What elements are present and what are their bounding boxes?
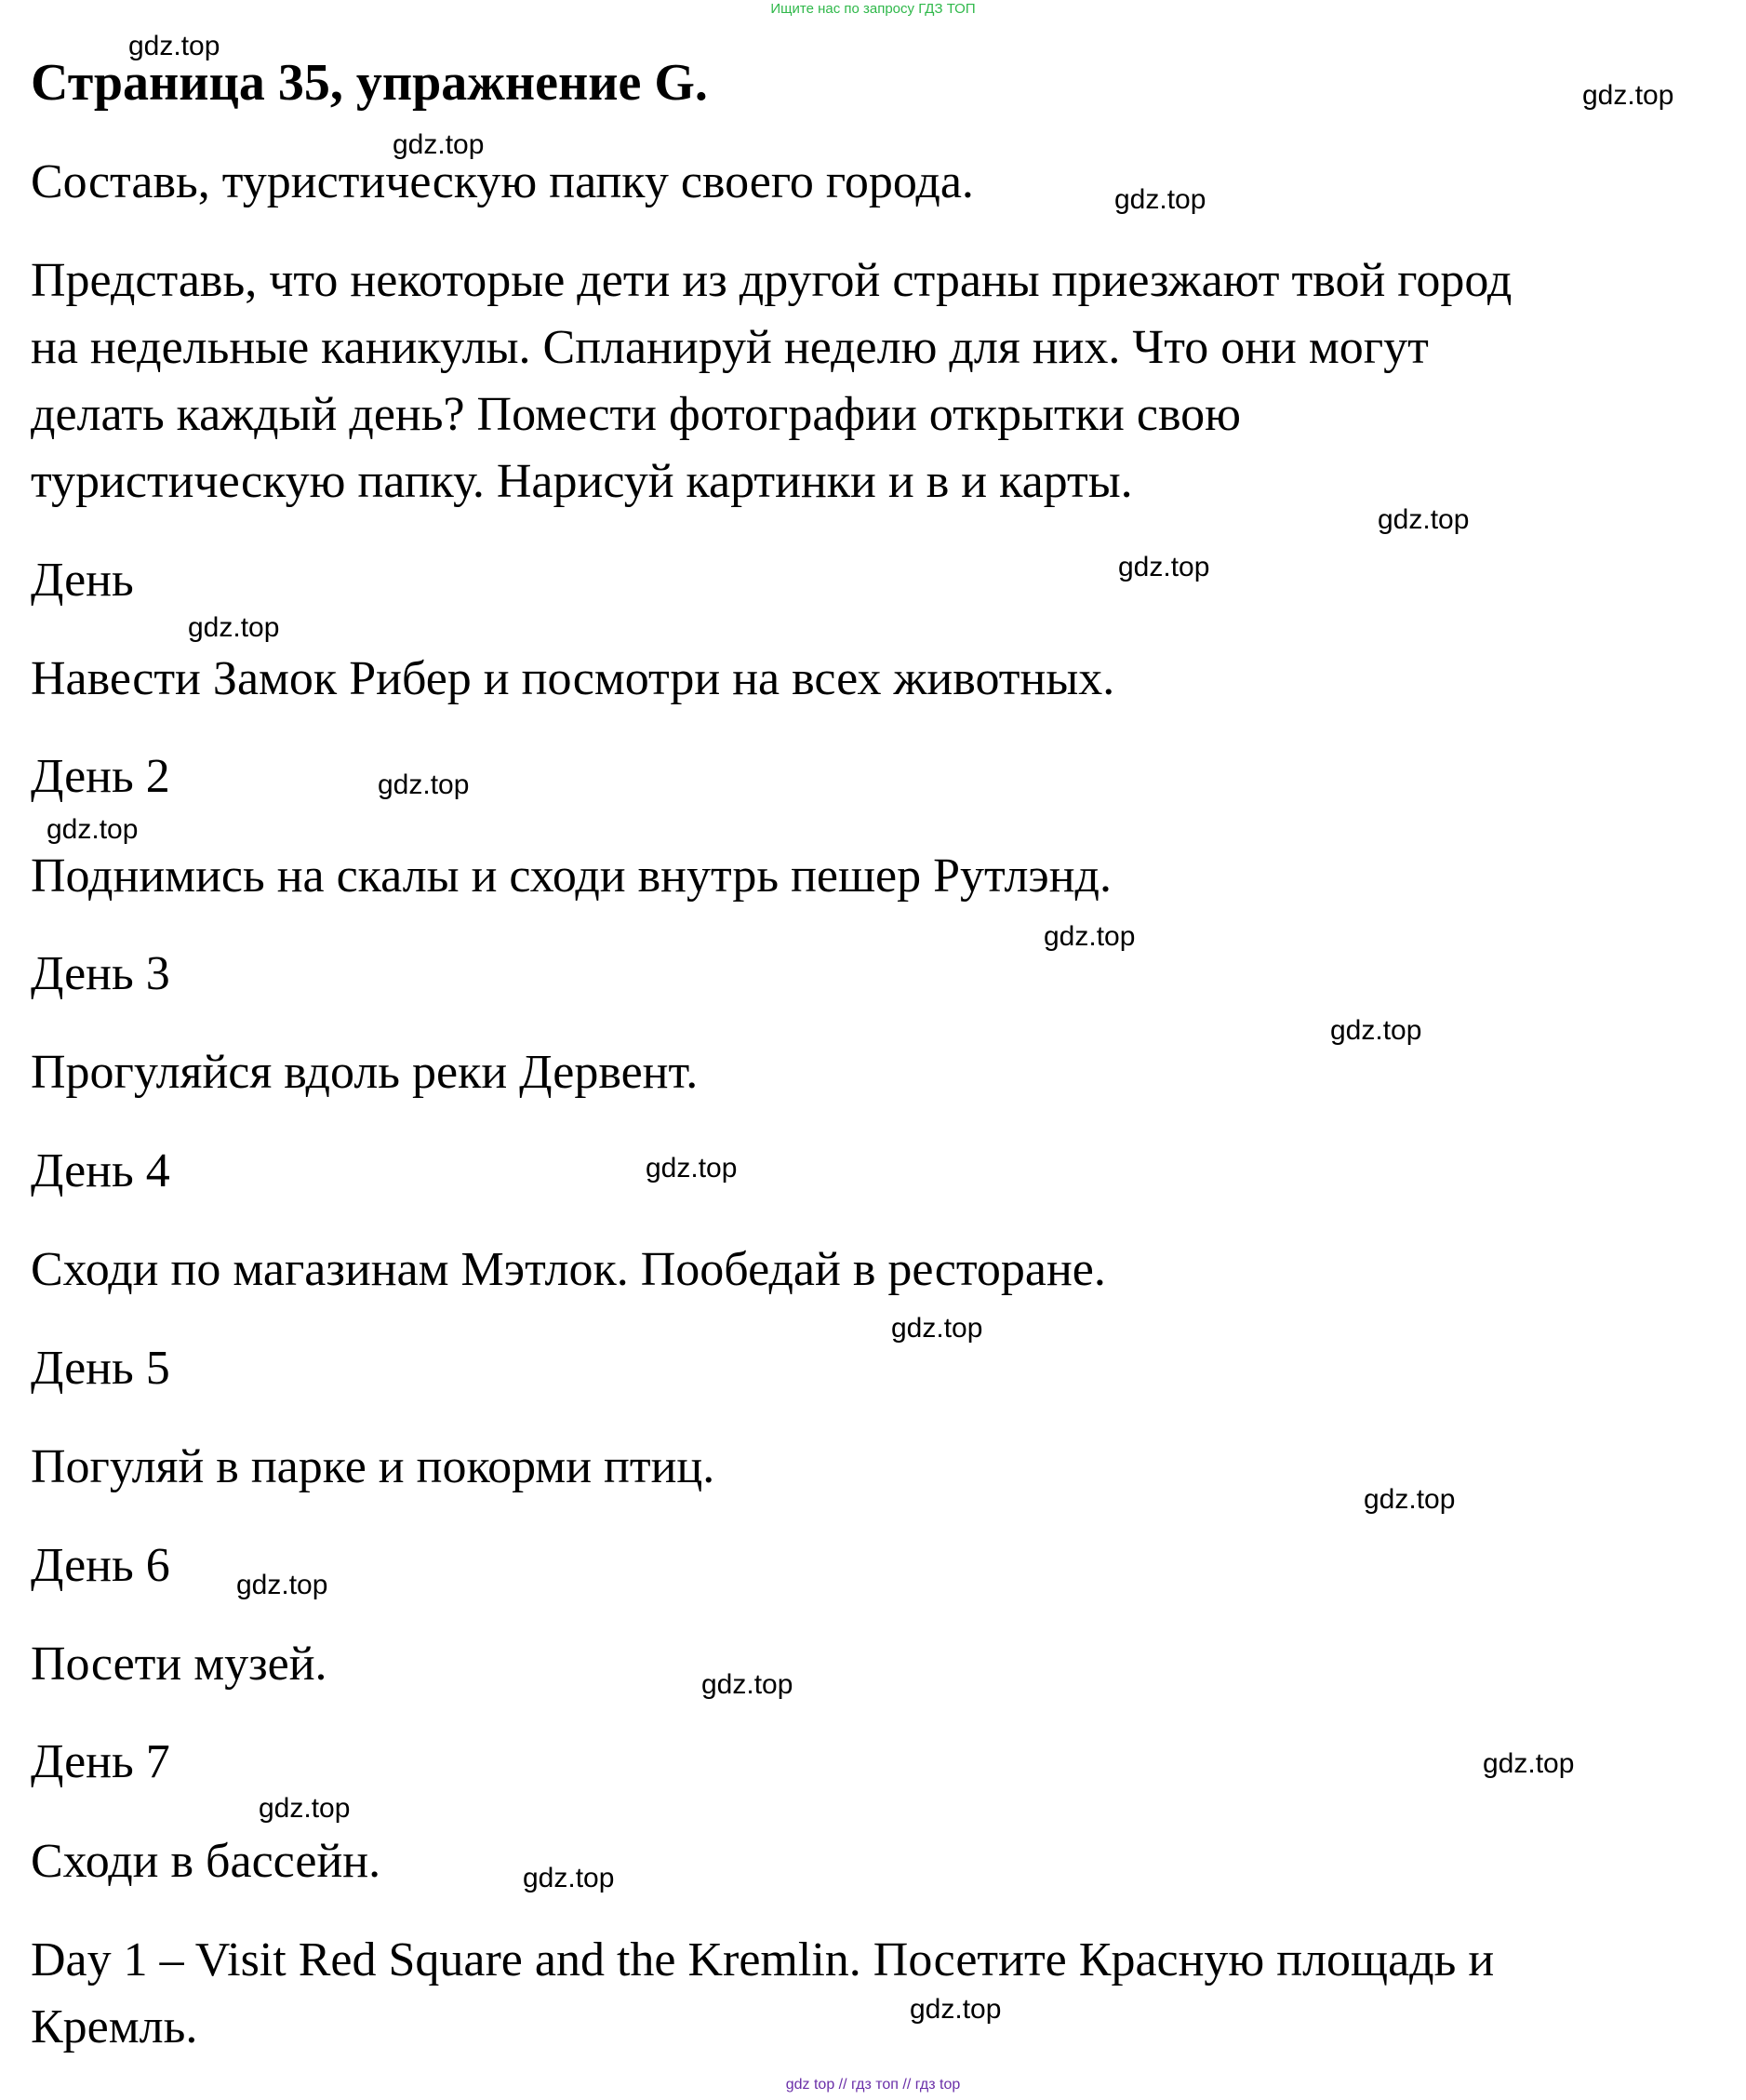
day-activity: Посети музей.	[31, 1638, 327, 1691]
task-text: Составь, туристическую папку своего города.	[31, 155, 974, 208]
day-label: День 6	[31, 1539, 170, 1592]
watermark: gdz.top	[188, 612, 280, 643]
day-label: День 2	[31, 750, 170, 803]
answer-line-1: Day 1 – Visit Red Square and the Kremlin. Посетите Красную площадь и	[31, 1933, 1495, 1986]
watermark: gdz.top	[1114, 184, 1206, 215]
day-activity: Сходи в бассейн.	[31, 1835, 381, 1888]
watermark: gdz.top	[236, 1570, 328, 1600]
watermark: gdz.top	[910, 1994, 1002, 2025]
watermark: gdz.top	[891, 1313, 983, 1344]
intro-line-3: делать каждый день? Помести фотографии открытки свою	[31, 388, 1241, 441]
day-label: День 3	[31, 947, 170, 1000]
watermark: gdz.top	[1330, 1015, 1422, 1046]
intro-line-1: Представь, что некоторые дети из другой страны приезжают твой город	[31, 254, 1513, 307]
intro-line-2: на недельные каникулы. Спланируй неделю для них. Что они могут	[31, 321, 1429, 374]
watermark: gdz.top	[701, 1669, 793, 1700]
day-activity: Погуляй в парке и покорми птиц.	[31, 1440, 715, 1493]
footer	[0, 2077, 1746, 2093]
day-activity: Прогуляйся вдоль реки Дервент.	[31, 1046, 699, 1099]
watermark: gdz.top	[378, 769, 470, 800]
day-activity: Поднимись на скалы и сходи внутрь пешер Рутлэнд.	[31, 849, 1113, 903]
watermark: gdz.top	[1378, 504, 1470, 535]
watermark: gdz.top	[1582, 80, 1674, 111]
footer-link-right[interactable]: гдз top	[914, 2077, 961, 2093]
answer-line-2: Кремль.	[31, 2000, 198, 2053]
watermark: gdz.top	[523, 1863, 615, 1893]
watermark: gdz.top	[1044, 921, 1136, 952]
watermark: gdz.top	[393, 129, 485, 160]
footer-link-left[interactable]: gdz top	[785, 2077, 835, 2093]
day-label: День 5	[31, 1342, 170, 1395]
day-label: День	[31, 554, 134, 607]
day-activity: Сходи по магазинам Мэтлок. Пообедай в ресторане.	[31, 1243, 1106, 1296]
day-label: День 7	[31, 1735, 170, 1788]
page-title: Страница 35, упражнение G.	[31, 54, 708, 112]
watermark: gdz.top	[1118, 552, 1210, 582]
intro-line-4: туристическую папку. Нарисуй картинки и в и карты.	[31, 455, 1133, 508]
footer-separator: //	[838, 2077, 847, 2093]
day-activity: Навести Замок Рибер и посмотри на всех животных.	[31, 652, 1115, 705]
footer-separator: //	[902, 2077, 912, 2093]
watermark: gdz.top	[128, 31, 220, 61]
watermark: gdz.top	[646, 1153, 738, 1184]
watermark: gdz.top	[47, 814, 139, 845]
footer-link-middle[interactable]: гдз топ	[851, 2077, 899, 2093]
watermark: gdz.top	[1364, 1484, 1456, 1515]
watermark: gdz.top	[259, 1793, 351, 1824]
top-banner: Ищите нас по запросу ГДЗ ТОП	[770, 1, 976, 17]
day-label: День 4	[31, 1144, 170, 1197]
watermark: gdz.top	[1483, 1748, 1575, 1779]
